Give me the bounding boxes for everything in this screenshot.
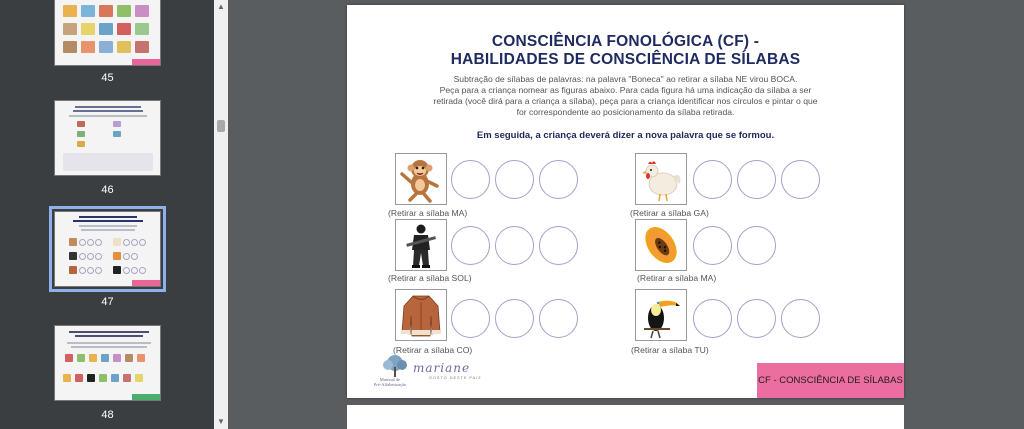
caption-soldier: (Retirar a sílaba SOL)	[388, 273, 472, 283]
page-number-45: 45	[101, 72, 114, 84]
page-title-line-2: HABILIDADES DE CONSCIÊNCIA DE SÍLABAS	[450, 51, 801, 68]
description-line-1: Subtração de sílabas de palavras: na palavra "Boneca" ao retirar a sílaba NE virou BOCA.	[453, 74, 798, 84]
syllable-circle[interactable]	[737, 160, 776, 199]
thumbnail-sidebar	[0, 0, 214, 429]
caption-papaya: (Retirar a sílaba MA)	[637, 273, 717, 283]
logo-caption: Material de Pré-Alfabetização	[373, 377, 407, 387]
scroll-down-arrow-icon[interactable]: ▼	[217, 417, 225, 426]
syllable-circle[interactable]	[693, 299, 732, 338]
scroll-up-arrow-icon[interactable]: ▲	[217, 2, 225, 11]
document-page	[347, 5, 904, 398]
syllable-circle[interactable]	[737, 299, 776, 338]
page-title-line-1: CONSCIÊNCIA FONOLÓGICA (CF) -	[491, 33, 760, 50]
syllable-circle[interactable]	[451, 160, 490, 199]
page-thumbnail-48[interactable]	[54, 325, 161, 401]
next-document-page	[347, 405, 904, 429]
syllable-circle[interactable]	[539, 160, 578, 199]
coat-picture	[395, 289, 447, 341]
scrollbar-thumb[interactable]	[217, 120, 225, 132]
syllable-circle[interactable]	[495, 226, 534, 265]
syllable-circle[interactable]	[451, 299, 490, 338]
caption-monkey: (Retirar a sílaba MA)	[388, 208, 468, 218]
page-number-48: 48	[101, 409, 114, 421]
instruction-line: Em seguida, a criança deverá dizer a nova palavra que se formou.	[476, 130, 775, 141]
syllable-circle[interactable]	[539, 226, 578, 265]
signature-logo: mariane	[413, 361, 471, 375]
footer-category-tag: CF - CONSCIÊNCIA DE SÍLABAS	[757, 363, 904, 398]
chicken-icon	[636, 154, 686, 204]
soldier-icon	[396, 220, 446, 270]
page-number-46: 46	[101, 184, 114, 196]
caption-toucan: (Retirar a sílaba TU)	[631, 345, 709, 355]
syllable-circle[interactable]	[693, 160, 732, 199]
signature-subtitle: GOSTO DESTE PAIZ	[429, 376, 482, 380]
description-line-2: Peça para a criança nomear as figuras abaixo. Para cada figura há uma indicação da sílaba a ser	[439, 85, 812, 95]
syllable-circle[interactable]	[495, 299, 534, 338]
syllable-circle[interactable]	[539, 299, 578, 338]
page-thumbnail-45[interactable]	[54, 0, 161, 66]
description-line-4: for correspondente ao posicionamento da sílaba retirada.	[516, 107, 735, 117]
papaya-icon	[636, 220, 686, 270]
caption-coat: (Retirar a sílaba CO)	[393, 345, 473, 355]
chicken-picture	[635, 153, 687, 205]
page-thumbnail-46[interactable]	[54, 100, 161, 176]
page-thumbnail-47[interactable]	[54, 211, 161, 287]
monkey-icon	[396, 154, 446, 204]
soldier-picture	[395, 219, 447, 271]
syllable-circle[interactable]	[737, 226, 776, 265]
coat-icon	[396, 290, 446, 340]
syllable-circle[interactable]	[495, 160, 534, 199]
toucan-picture	[635, 289, 687, 341]
sidebar-scrollbar[interactable]	[214, 0, 228, 429]
monkey-picture	[395, 153, 447, 205]
toucan-icon	[636, 290, 686, 340]
page-number-47: 47	[101, 296, 114, 308]
syllable-circle[interactable]	[693, 226, 732, 265]
syllable-circle[interactable]	[781, 160, 820, 199]
description-line-3: retirada (você dirá para a criança a sílaba), peça para a criança identificar nos círculos e pintar o que	[433, 96, 818, 106]
syllable-circle[interactable]	[781, 299, 820, 338]
caption-chicken: (Retirar a sílaba GA)	[630, 208, 709, 218]
papaya-picture	[635, 219, 687, 271]
syllable-circle[interactable]	[451, 226, 490, 265]
